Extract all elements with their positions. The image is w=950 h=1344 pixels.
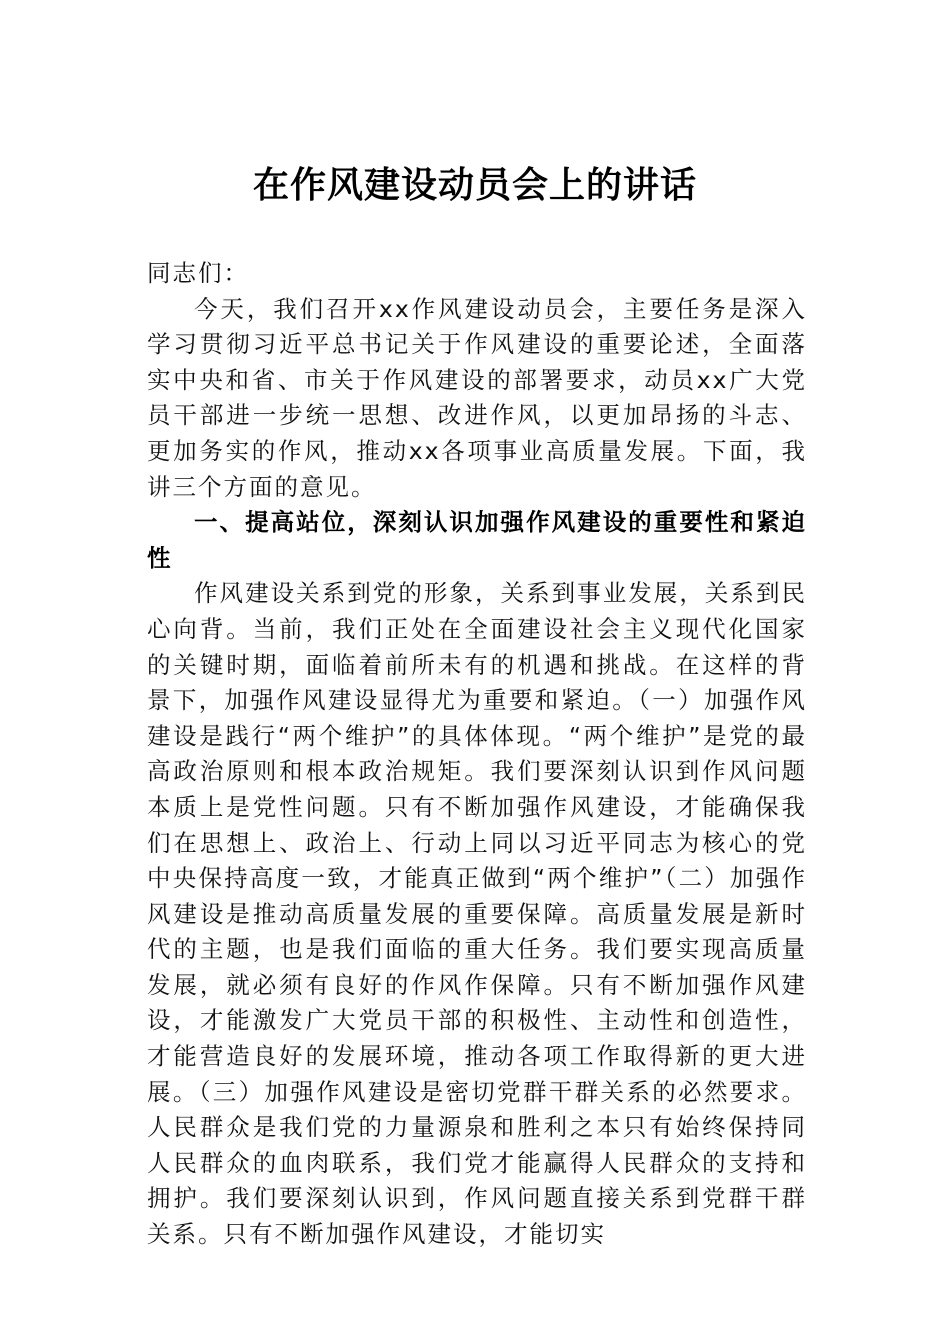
document-title: 在作风建设动员会上的讲话 [252, 164, 697, 206]
document-body [147, 256, 807, 1253]
section-1-paragraph: 作风建设关系到党的形象，关系到事业发展，关系到民心向背。当前，我们正处在全面建设社会主义现代化国家的关键时期，面临着前所未有的机遇和挑战。在这样的背景下，加强作风建设显得尤为重要和紧迫。（一）加强作风建设是践行“两个维护”的具体体现。“两个维护”是党的最高政治原则和根本政治规矩。我们要深刻认识到作风问题本质上是党性问题。只有不断加强作风建设，才能确保我们在思想上、政治上、行动上同以习近平同志为核心的党中央保持高度一致，才能真正做到“两个维护”（二）加强作风建设是推动高质量发展的重要保障。高质量发展是新时代的主题，也是我们面临的重大任务。我们要实现高质量发展，就必须有良好的作风作保障。只有不断加强作风建设，才能激发广大党员干部的积极性、主动性和创造性，才能营造良好的发展环境，推动各项工作取得新的更大进展。（三）加强作风建设是密切党群干群关系的必然要求。人民群众是我们党的力量源泉和胜利之本只有始终保持同人民群众的血肉联系，我们党才能赢得人民群众的支持和拥护。我们要深刻认识到，作风问题直接关系到党群干群关系。只有不断加强作风建设，才能切实 [147, 579, 807, 1249]
salutation: 同志们： [147, 259, 249, 287]
intro-paragraph: 今天，我们召开xx作风建设动员会，主要任务是深入学习贯彻习近平总书记关于作风建设的重要论述，全面落实中央和省、市关于作风建设的部署要求，动员xx广大党员干部进一步统一思想、改进作风，以更加昂扬的斗志、更加务实的作风，推动xx各项事业高质量发展。下面，我讲三个方面的意见。 [147, 294, 807, 501]
section-1-heading: 一、提高站位，深刻认识加强作风建设的重要性和紧迫性 [147, 508, 807, 572]
